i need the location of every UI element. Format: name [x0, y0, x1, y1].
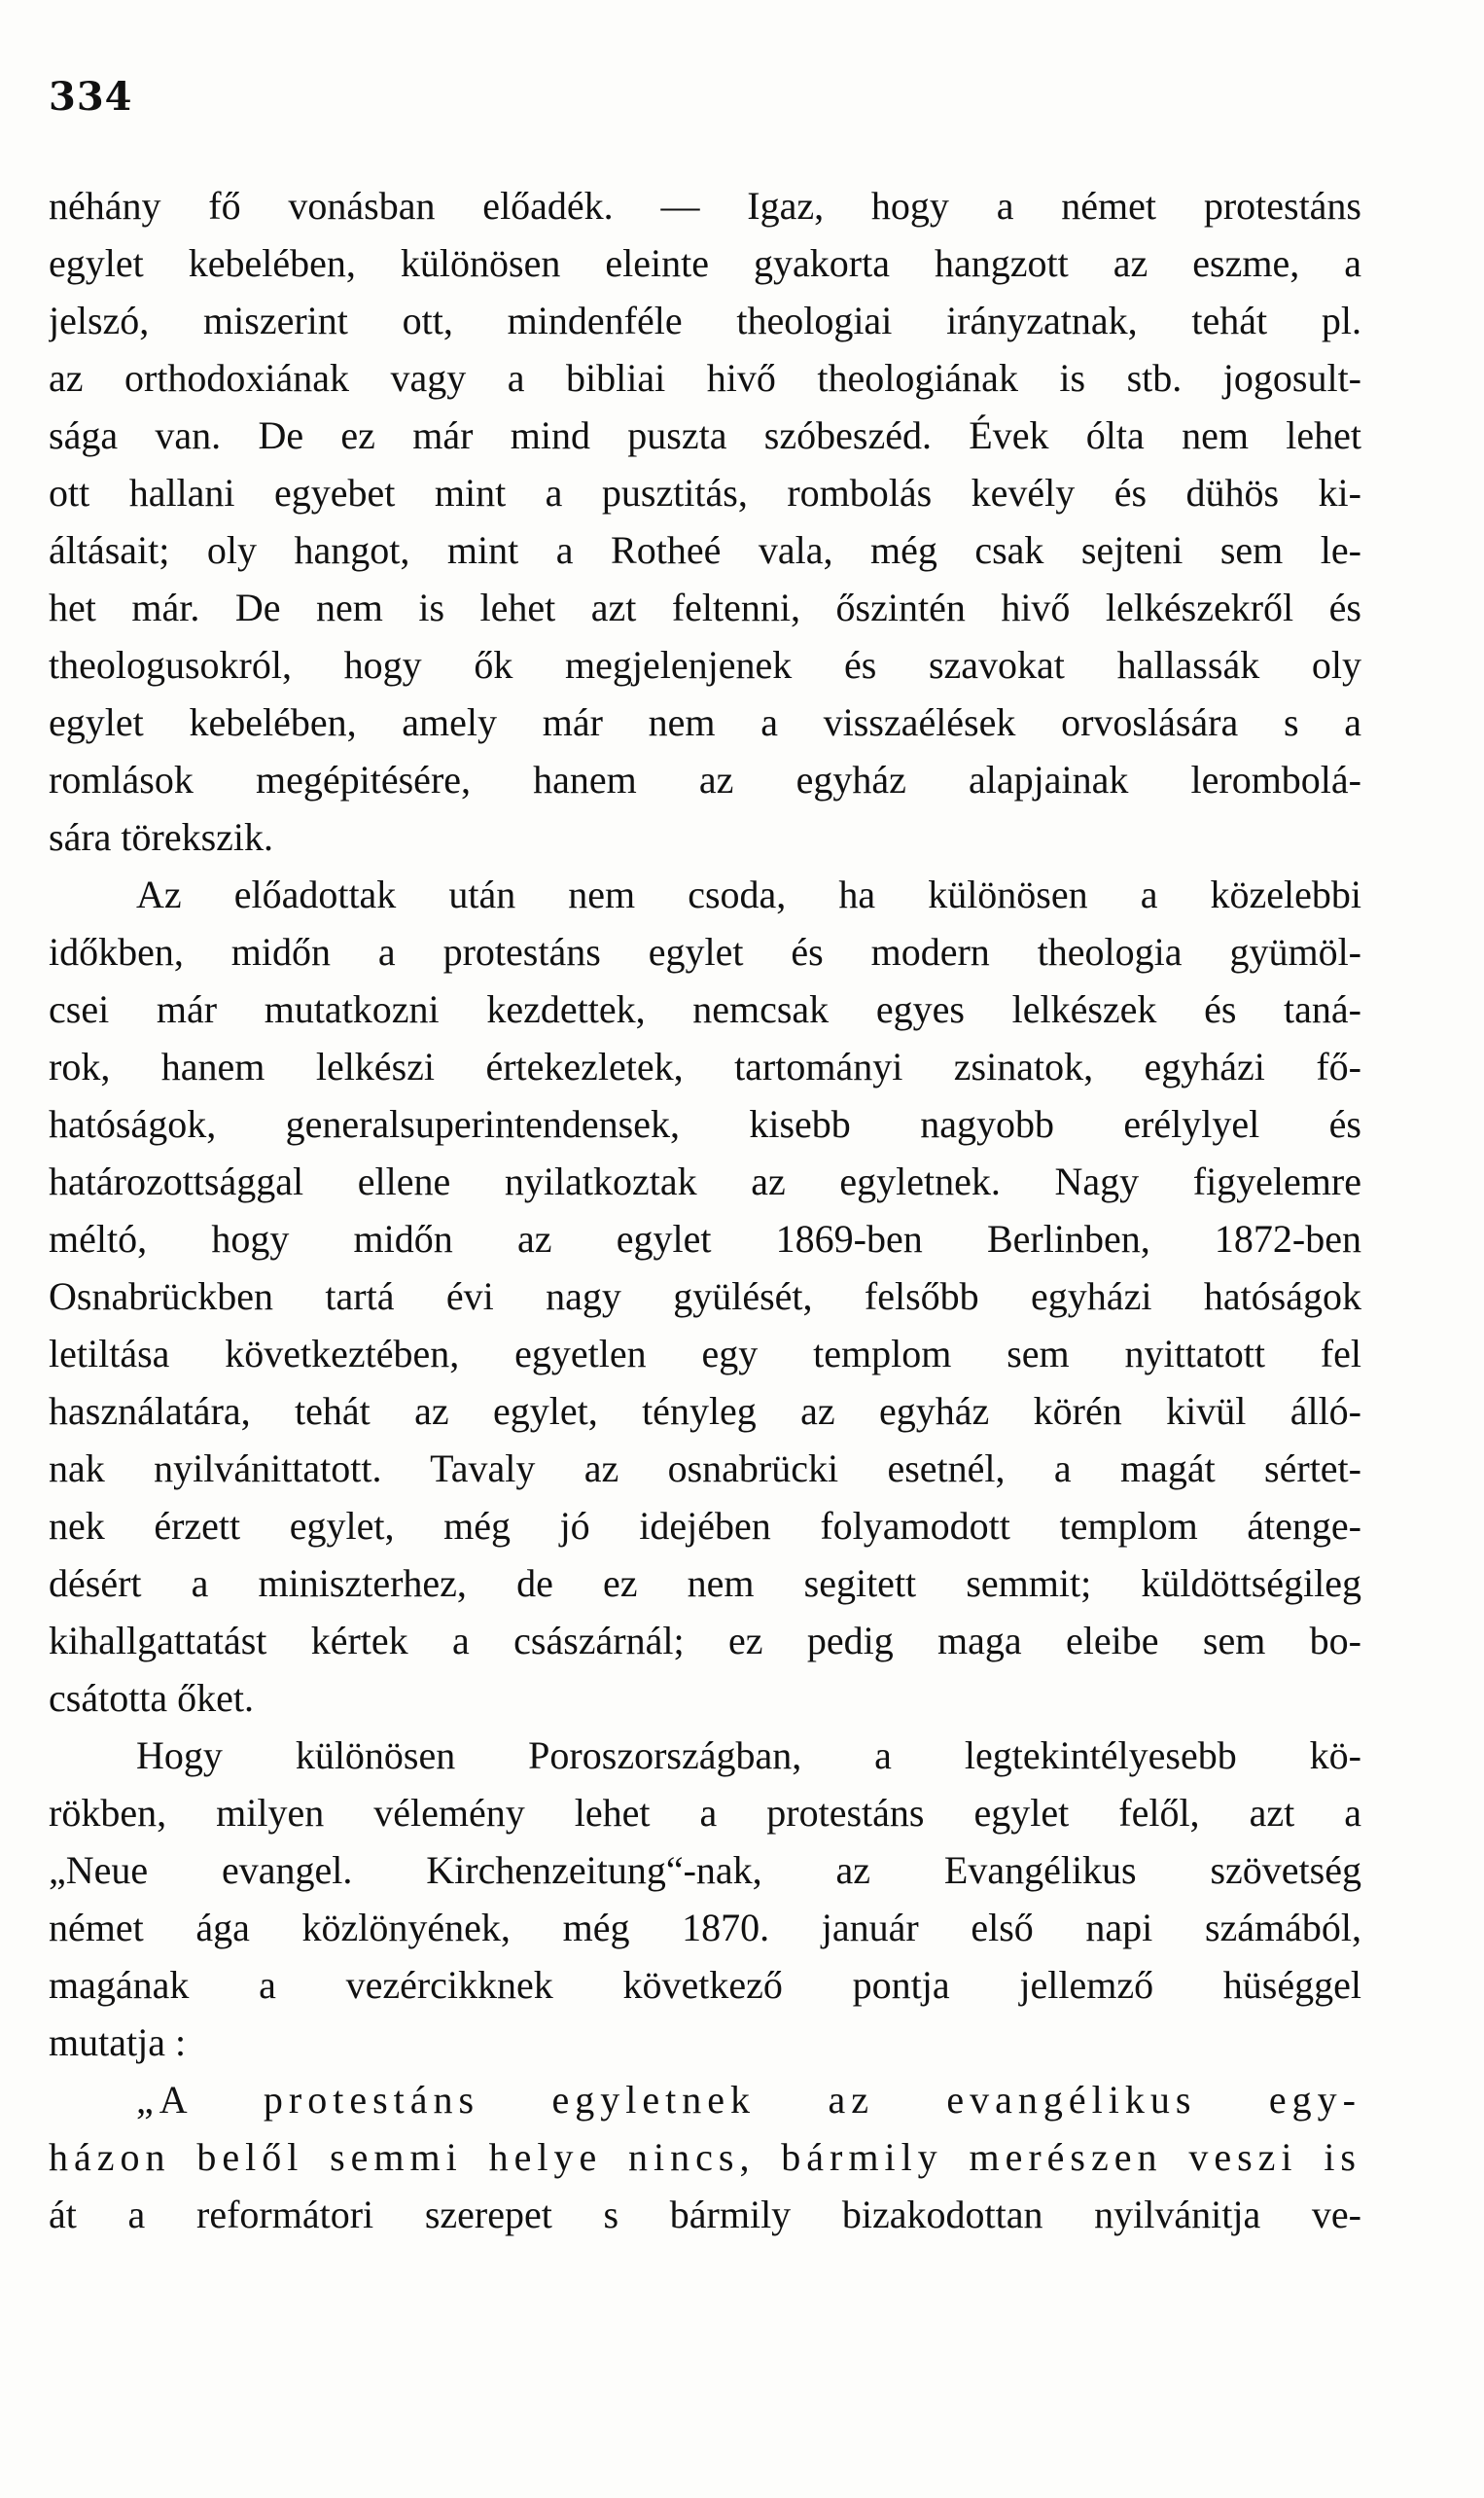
- text-line: méltó, hogy midőn az egylet 1869-ben Berlinben, 1872-ben: [49, 1217, 1361, 1261]
- text-line: rok, hanem lelkészi értekezletek, tartományi zsinatok, egyházi fő-: [49, 1045, 1361, 1088]
- text-line: theologusokról, hogy ők megjelenjenek és szavokat hallassák oly: [49, 643, 1361, 687]
- text-line: romlások megépitésére, hanem az egyház alapjainak lerombolá-: [49, 758, 1361, 802]
- text-line: német ága közlönyének, még 1870. január első napi számából,: [49, 1906, 1361, 1949]
- text-line: használatára, tehát az egylet, tényleg az egyház körén kivül álló-: [49, 1389, 1361, 1433]
- text-line: magának a vezércikknek következő pontja jellemző hüséggel: [49, 1963, 1361, 2007]
- text-line: jelszó, miszerint ott, mindenféle theologiai irányzatnak, tehát pl.: [49, 299, 1361, 342]
- text-line: nek érzett egylet, még jó idejében folyamodott templom átenge-: [49, 1504, 1361, 1548]
- text-line: az orthodoxiának vagy a bibliai hivő theologiának is stb. jogosult-: [49, 356, 1361, 400]
- text-line: het már. De nem is lehet azt feltenni, őszintén hivő lelkészekről és: [49, 586, 1361, 629]
- text-line: időkben, midőn a protestáns egylet és modern theologia gyümöl-: [49, 930, 1361, 974]
- paragraph-start-line: Hogy különösen Poroszországban, a legtekintélyesebb kö-: [136, 1733, 1361, 1777]
- page-number: 334: [49, 74, 133, 120]
- text-line: letiltása következtében, egyetlen egy templom sem nyittatott fel: [49, 1332, 1361, 1375]
- text-line: sára törekszik.: [49, 815, 274, 859]
- text-line: mutatja :: [49, 2020, 187, 2064]
- text-line: hatóságok, generalsuperintendensek, kisebb nagyobb erélylyel és: [49, 1102, 1361, 1146]
- quotation-line: át a reformátori szerepet s bármily bizakodottan nyilvánitja ve-: [49, 2193, 1361, 2236]
- text-line: rökben, milyen vélemény lehet a protestáns egylet felől, azt a: [49, 1791, 1361, 1835]
- text-line: egylet kebelében, amely már nem a visszaélések orvoslására s a: [49, 700, 1361, 744]
- paragraph-start-line: Az előadottak után nem csoda, ha különösen a közelebbi: [136, 873, 1361, 916]
- text-line: sága van. De ez már mind puszta szóbeszéd. Évek ólta nem lehet: [49, 413, 1361, 457]
- text-line: egylet kebelében, különösen eleinte gyakorta hangzott az eszme, a: [49, 241, 1361, 285]
- text-line: áltásait; oly hangot, mint a Rotheé vala, még csak sejteni sem le-: [49, 528, 1361, 572]
- text-line: nak nyilvánittatott. Tavaly az osnabrücki esetnél, a magát sértet-: [49, 1446, 1361, 1490]
- text-line: ott hallani egyebet mint a pusztitás, rombolás kevély és dühös ki-: [49, 471, 1361, 515]
- quotation-line: házon belől semmi helye nincs, bármily merészen veszi is: [49, 2135, 1361, 2179]
- quotation-start-line: „A protestáns egyletnek az evangélikus egy-: [136, 2078, 1361, 2122]
- text-line: kihallgattatást kértek a császárnál; ez pedig maga eleibe sem bo-: [49, 1619, 1361, 1662]
- text-line: csátotta őket.: [49, 1676, 255, 1720]
- text-line: Osnabrückben tartá évi nagy gyülését, felsőbb egyházi hatóságok: [49, 1274, 1361, 1318]
- text-line: határozottsággal ellene nyilatkoztak az egyletnek. Nagy figyelemre: [49, 1160, 1361, 1203]
- text-line: „Neue evangel. Kirchenzeitung“-nak, az Evangélikus szövetség: [49, 1848, 1361, 1892]
- text-line: néhány fő vonásban előadék. — Igaz, hogy a német protestáns: [49, 184, 1361, 228]
- text-line: désért a miniszterhez, de ez nem segitett semmit; küldöttségileg: [49, 1561, 1361, 1605]
- body-text: [49, 177, 1361, 2243]
- text-line: csei már mutatkozni kezdettek, nemcsak egyes lelkészek és taná-: [49, 987, 1361, 1031]
